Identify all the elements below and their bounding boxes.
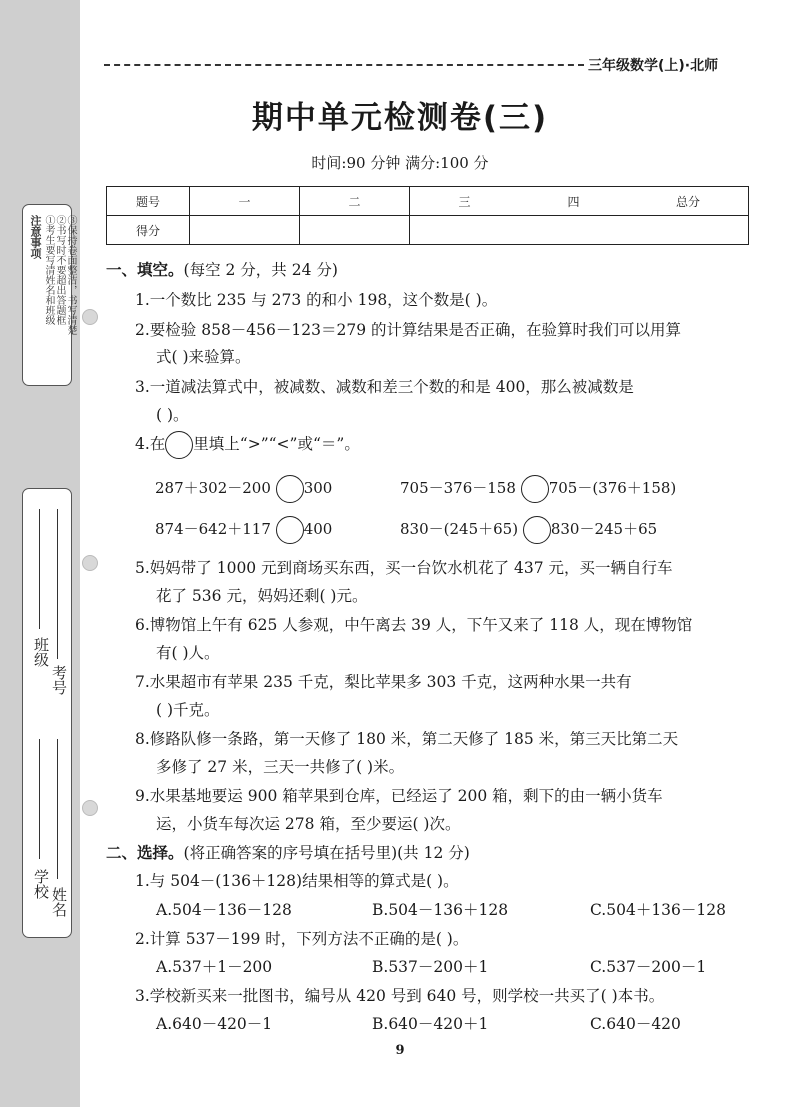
class-line [39,509,40,629]
section1-note: (每空 2 分，共 24 分) [183,261,338,279]
compare-1-left: 287＋302－200 [155,479,271,497]
time-info: 时间:90 分钟 满分:100 分 [311,154,489,172]
question-1-8: 8.修路队修一条路，第一天修了 180 米，第二天修了 185 米，第三天比第二天 [135,730,679,748]
compare-3-left: 874－642＋117 [155,520,271,538]
score-blank[interactable] [410,216,520,245]
question-1-4 [135,431,360,459]
exam-no-label: 考号 [50,665,68,695]
question-1-6: 6.博物馆上午有 625 人参观，中午离去 39 人，下午又来了 118 人，现在博物馆 [135,616,693,634]
name-line [57,739,58,879]
score-cell: 四 [519,187,628,216]
notice-label: 注意事项 [29,215,42,259]
grade-subject: 三年级数学(上)·北师 [588,58,719,74]
question-1-7: 7.水果超市有苹果 235 千克，梨比苹果多 303 千克，这两种水果一共有 [135,673,632,691]
question-1-1: 1.一个数比 235 与 273 的和小 198，这个数是( )。 [135,291,498,309]
school-label: 学校 [32,869,50,899]
section1-heading [106,258,338,280]
question-2-2: 2.计算 537－199 时，下列方法不正确的是( )。 [135,930,469,948]
compare-4-left: 830－(245＋65) [400,520,519,538]
score-cell: 二 [300,187,410,216]
score-cell: 总分 [628,187,749,216]
question-1-2-cont: 式( )来验算。 [156,348,251,366]
q4-prefix: 4.在 [135,435,166,453]
question-1-5-cont: 花了 536 元，妈妈还剩( )元。 [156,587,368,605]
compare-4-right: 830－245＋65 [550,520,658,538]
option-2-2-a[interactable]: A.537＋1－200 [156,958,273,976]
header-dashed-line [104,64,584,66]
score-cell: 三 [410,187,520,216]
class-label: 班级 [32,637,50,667]
answer-circle[interactable] [523,516,551,544]
answer-circle[interactable] [276,475,304,503]
notice-line-2: ②书写时不要超出答题框 [54,215,65,325]
option-2-1-a[interactable]: A.504－136－128 [156,901,292,919]
score-cell: 得分 [107,216,190,245]
page-title: 期中单元检测卷(三) [251,100,549,136]
question-1-9-cont: 运，小货车每次运 278 箱，至少要运( )次。 [156,815,461,833]
score-table [106,186,749,245]
compare-1 [155,475,332,503]
compare-2-right: 705－(376＋158) [548,479,677,497]
page-number: 9 [395,1043,405,1058]
score-blank[interactable] [300,216,410,245]
question-1-7-cont: ( )千克。 [156,701,220,719]
score-value-row [107,216,749,245]
info-box [22,488,72,938]
option-2-2-b[interactable]: B.537－200＋1 [372,958,489,976]
binding-hole [82,309,98,325]
compare-2 [400,475,676,503]
question-1-9: 9.水果基地要运 900 箱苹果到仓库，已经运了 200 箱，剩下的由一辆小货车 [135,787,663,805]
score-cell: 一 [190,187,300,216]
score-blank[interactable] [190,216,300,245]
option-2-1-c[interactable]: C.504＋136－128 [590,901,726,919]
option-2-3-c[interactable]: C.640－420 [590,1015,681,1033]
section1-title: 一、填空。 [106,261,184,279]
option-2-3-a[interactable]: A.640－420－1 [156,1015,273,1033]
compare-3 [155,516,332,544]
notice-line-1: ①考生要写清姓名和班级 [43,215,54,325]
question-1-6-cont: 有( )人。 [156,644,220,662]
question-1-2: 2.要检验 858－456－123＝279 的计算结果是否正确，在验算时我们可以用算 [135,321,681,339]
section2-title: 二、选择。 [106,844,184,862]
compare-3-right: 400 [303,520,333,538]
score-cell: 题号 [107,187,190,216]
question-2-3: 3.学校新买来一批图书，编号从 420 号到 640 号，则学校一共买了( )本书。 [135,987,665,1005]
section2-heading [106,841,470,863]
question-2-1: 1.与 504－(136＋128)结果相等的算式是( )。 [135,872,459,890]
answer-circle[interactable] [521,475,549,503]
compare-1-right: 300 [303,479,333,497]
name-label: 姓名 [50,887,68,917]
q4-suffix: 里填上“>”“<”或“＝”。 [193,435,360,453]
question-1-5: 5.妈妈带了 1000 元到商场买东西，买一台饮水机花了 437 元，买一辆自行车 [135,559,673,577]
notice-box [22,204,76,386]
score-blank[interactable] [519,216,628,245]
question-1-3-cont: ( )。 [156,406,189,424]
school-line [39,739,40,859]
question-1-8-cont: 多修了 27 米，三天一共修了( )米。 [156,758,405,776]
answer-circle[interactable] [276,516,304,544]
notice-line-3: ③保持卷面整洁，书写清楚 [65,215,76,335]
exam-no-line [57,509,58,659]
option-2-2-c[interactable]: C.537－200－1 [590,958,707,976]
option-2-3-b[interactable]: B.640－420＋1 [372,1015,489,1033]
circle-icon [165,431,193,459]
score-blank[interactable] [628,216,749,245]
binding-hole [82,800,98,816]
score-header-row [107,187,749,216]
section2-note: (将正确答案的序号填在括号里)(共 12 分) [183,844,470,862]
question-1-3: 3.一道减法算式中，被减数、减数和差三个数的和是 400，那么被减数是 [135,378,634,396]
option-2-1-b[interactable]: B.504－136＋128 [372,901,509,919]
binding-hole [82,555,98,571]
compare-2-left: 705－376－158 [400,479,516,497]
compare-4 [400,516,657,544]
